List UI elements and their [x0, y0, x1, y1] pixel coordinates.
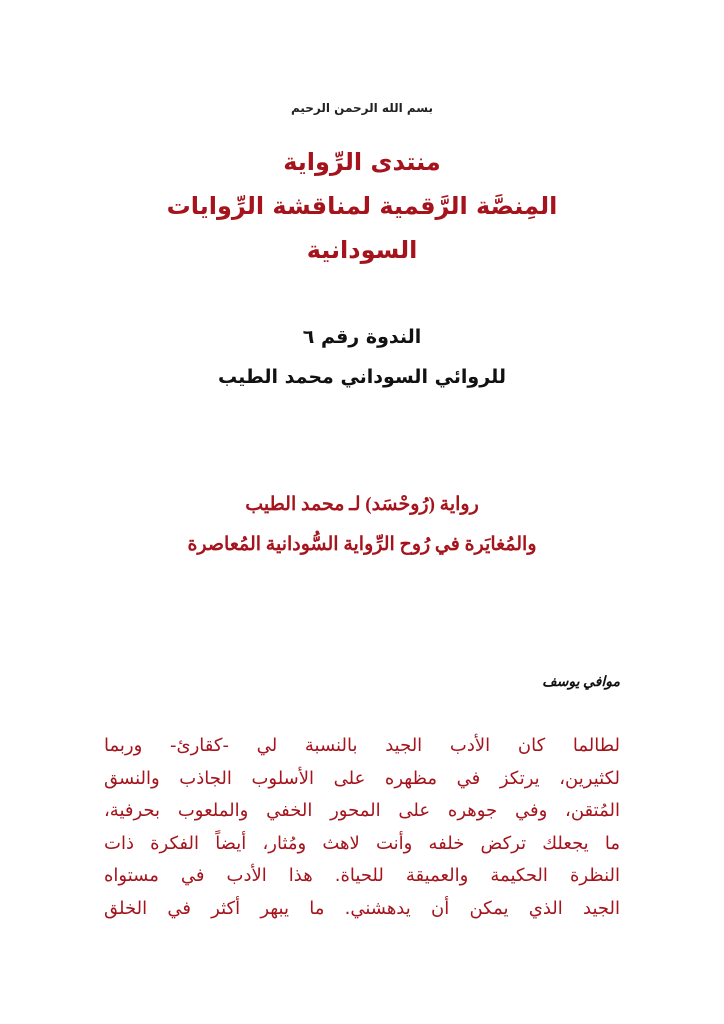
forum-title-line-1: منتدى الرِّواية	[283, 148, 441, 176]
symposium-heading	[0, 317, 724, 397]
symposium-novelist: للروائي السوداني محمد الطيب	[218, 366, 506, 388]
body-line: لكثيرين، يرتكز في مظهره على الأسلوب الجاذب والنسق	[104, 767, 620, 789]
body-line: لطالما كان الأدب الجيد بالنسبة لي -كقارئ- وربما	[104, 735, 620, 756]
body-line: ما يجعلك تركض خلفه وأنت لاهث ومُثار، أيضاً الفكرة ذات	[104, 832, 620, 854]
body-paragraph	[104, 730, 620, 925]
forum-title	[0, 140, 724, 272]
body-line: النظرة الحكيمة والعميقة للحياة. هذا الأدب في مستواه	[104, 865, 620, 886]
novel-title	[0, 485, 724, 565]
novel-title-line-2: والمُغايَرة في رُوح الرِّواية السُّودانية المُعاصرة	[187, 534, 537, 555]
body-line: المُتقن، وفي جوهره على المحور الخفي والملعوب بحرفية،	[104, 800, 620, 821]
author-name: موافي يوسف	[542, 675, 620, 690]
symposium-number: الندوة رقم ٦	[302, 326, 422, 348]
body-line: الجيد الذي يمكن أن يدهشني. ما يبهر أكثر في الخلق	[104, 897, 620, 919]
forum-title-line-2: المِنصَّة الرَّقمية لمناقشة الرِّوايات	[166, 192, 558, 220]
basmala: بسم الله الرحمن الرحيم	[290, 101, 434, 115]
forum-title-line-3: السودانية	[306, 236, 418, 264]
novel-title-line-1: رواية (رُوحْسَد) لـ محمد الطيب	[245, 494, 479, 515]
